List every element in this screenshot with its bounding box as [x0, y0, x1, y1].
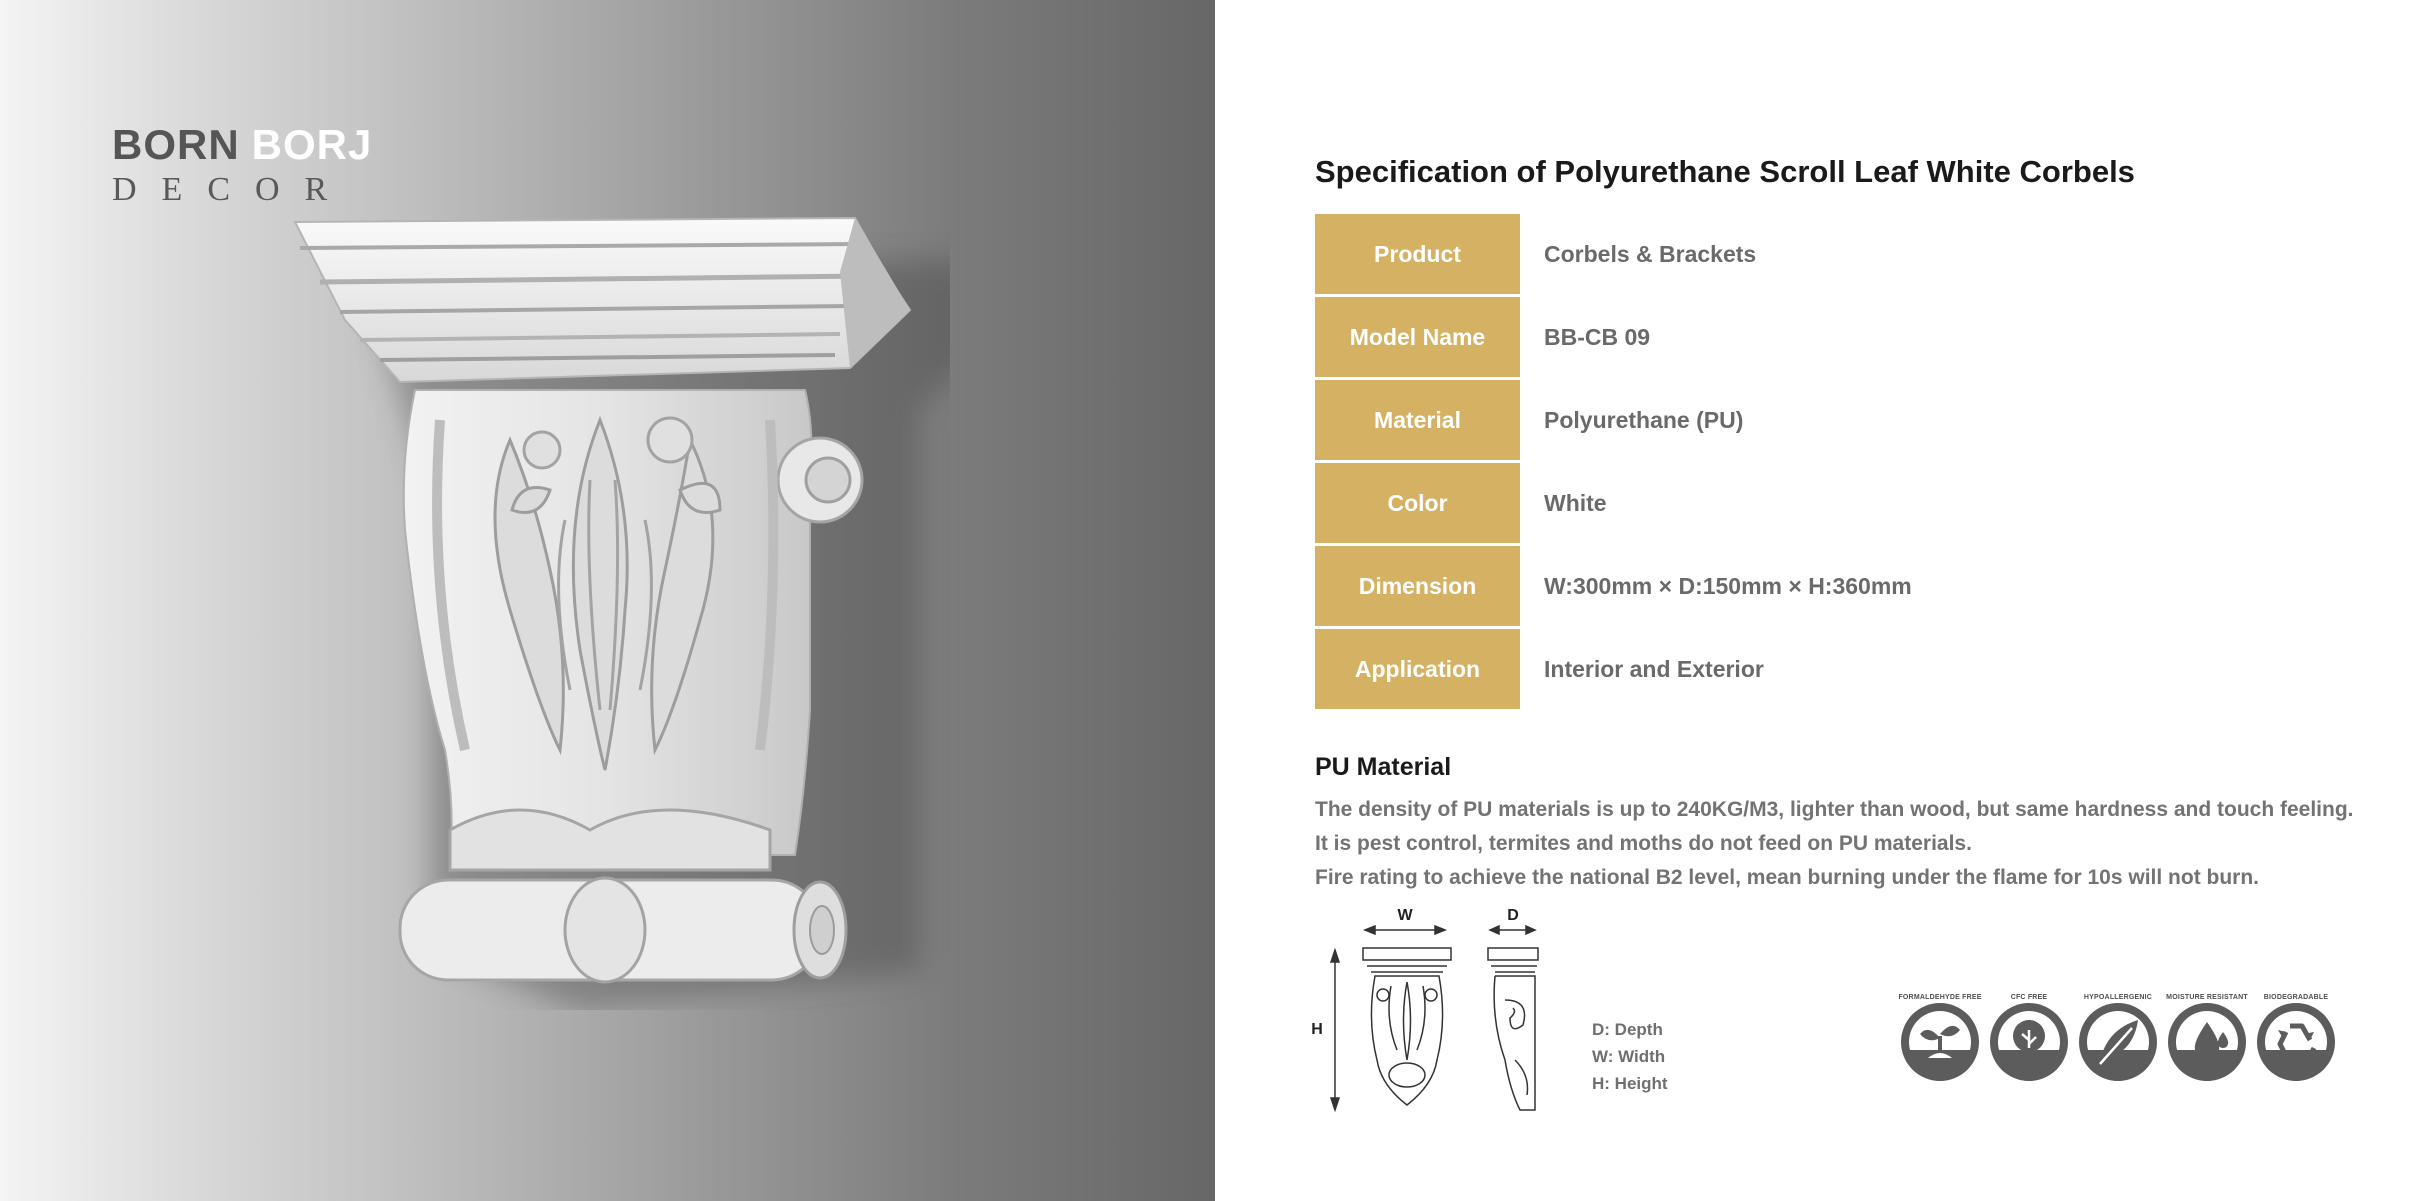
legend-height: H: Height	[1592, 1074, 1668, 1093]
table-row	[1315, 214, 2035, 296]
logo-born-text: BORN	[112, 121, 240, 168]
logo-borj-text: BORJ	[251, 121, 373, 168]
spec-label-application: Application	[1315, 628, 1520, 711]
table-row	[1315, 379, 2035, 462]
spec-label-dimension: Dimension	[1315, 545, 1520, 628]
pu-line-density: The density of PU materials is up to 240KG/M3, lighter than wood, but same hardness and touch feeling.	[1315, 798, 2354, 821]
badge-cfc-free	[1987, 994, 2071, 1084]
tree-icon	[1987, 1000, 2071, 1084]
pu-material-description	[1315, 793, 2375, 895]
badge-label: HYPOALLERGENIC	[2083, 994, 2153, 1001]
table-row	[1315, 296, 2035, 379]
spec-title: Specification of Polyurethane Scroll Leaf White Corbels	[1315, 154, 2135, 189]
badge-biodegradable	[2254, 994, 2338, 1084]
badge-formaldehyde-free	[1898, 994, 1982, 1084]
spec-label-model-name: Model Name	[1315, 296, 1520, 379]
dimension-diagram	[1305, 900, 1605, 1120]
spec-value-application: Interior and Exterior	[1520, 628, 2035, 711]
logo-decor-text: DECOR	[112, 171, 353, 208]
diagram-h-label: H	[1311, 1021, 1323, 1038]
badge-label: MOISTURE RESISTANT	[2166, 994, 2248, 1001]
spec-value-dimension: W:300mm × D:150mm × H:360mm	[1520, 545, 2035, 628]
feather-icon	[2076, 1000, 2160, 1084]
corbel-product-image	[250, 190, 950, 1010]
badge-moisture-resistant	[2165, 994, 2249, 1084]
spec-value-product: Corbels & Brackets	[1520, 214, 2035, 296]
table-row	[1315, 462, 2035, 545]
spec-label-color: Color	[1315, 462, 1520, 545]
recycle-icon	[2254, 1000, 2338, 1084]
legend-width: W: Width	[1592, 1047, 1666, 1066]
table-row	[1315, 545, 2035, 628]
table-row	[1315, 628, 2035, 711]
badge-label: BIODEGRADABLE	[2263, 994, 2329, 1001]
feature-badges	[1898, 994, 2338, 1084]
spec-label-material: Material	[1315, 379, 1520, 462]
spec-value-model-name: BB-CB 09	[1520, 296, 2035, 379]
badge-hypoallergenic	[2076, 994, 2160, 1084]
spec-value-color: White	[1520, 462, 2035, 545]
spec-value-material: Polyurethane (PU)	[1520, 379, 2035, 462]
pu-line-fire-rating: Fire rating to achieve the national B2 level, mean burning under the flame for 10s will not burn.	[1315, 866, 2260, 889]
pu-material-title: PU Material	[1315, 753, 1452, 781]
diagram-d-label: D	[1507, 907, 1519, 924]
dimension-legend	[1592, 1016, 1668, 1097]
diagram-w-label: W	[1397, 907, 1413, 924]
spec-label-product: Product	[1315, 214, 1520, 296]
seedling-icon	[1898, 1000, 1982, 1084]
badge-label: CFC FREE	[2010, 994, 2048, 1001]
spec-table	[1315, 214, 2035, 712]
pu-line-pest-control: It is pest control, termites and moths do not feed on PU materials.	[1315, 832, 1972, 855]
water-drop-icon	[2165, 1000, 2249, 1084]
legend-depth: D: Depth	[1592, 1020, 1663, 1039]
badge-label: FORMALDEHYDE FREE	[1898, 994, 1982, 1001]
